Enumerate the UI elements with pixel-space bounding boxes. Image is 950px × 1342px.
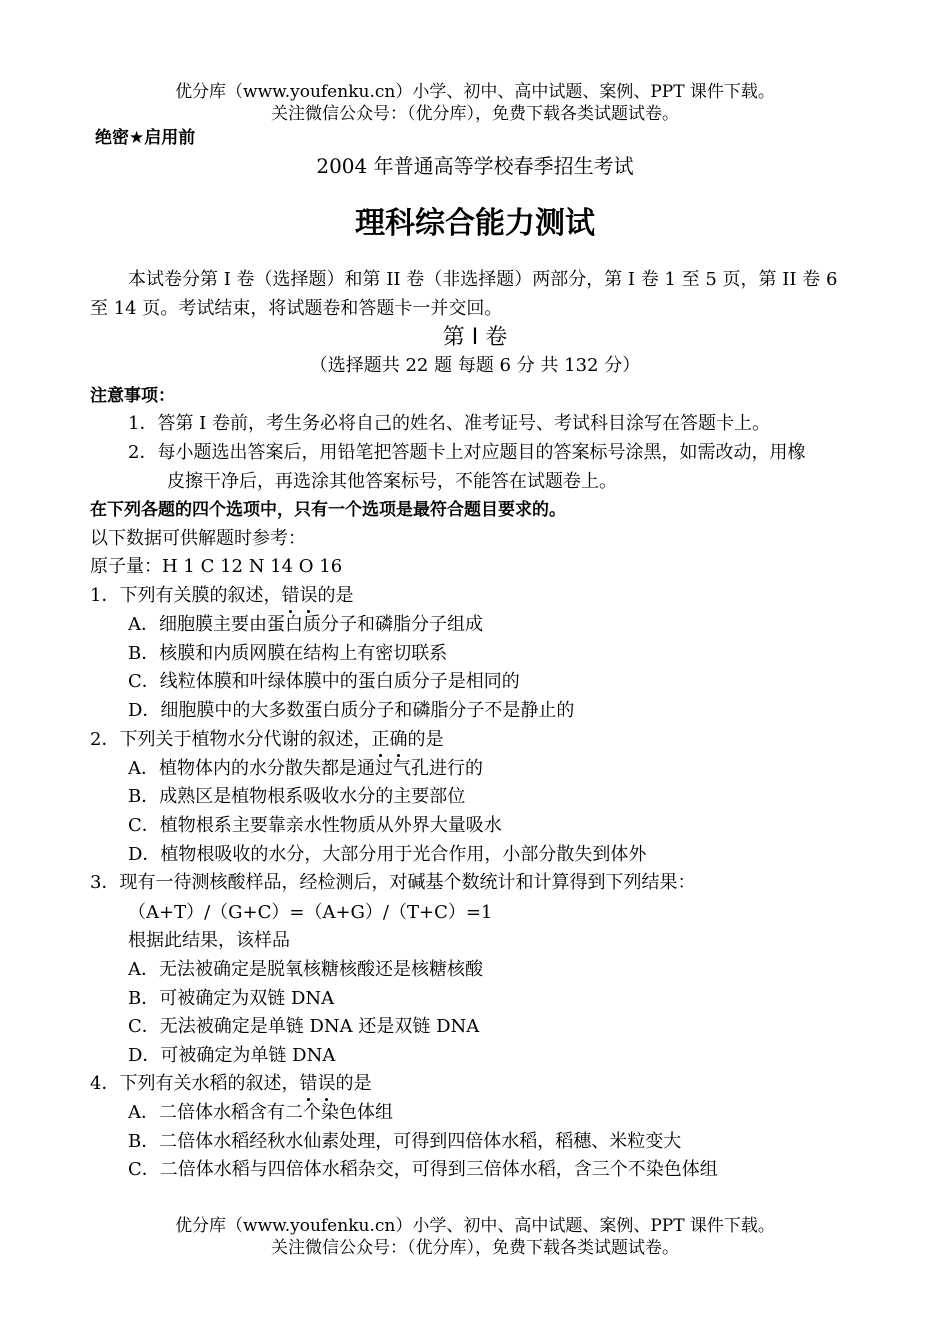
emphasis-dot: 误 [299,581,317,607]
question-3-formula: （A+T）/（G+C）=（A+G）/（T+C）=1 [128,902,493,923]
question-1-option-d: D．细胞膜中的大多数蛋白质分子和磷脂分子不是静止的 [128,700,575,721]
notice-item-1: 1．答第 I 卷前，考生务必将自己的姓名、准考证号、考试科目涂写在答题卡上。 [128,413,771,434]
question-3-option-d: D．可被确定为单链 DNA [128,1045,336,1066]
part-title: 第 I 卷 [442,325,508,350]
part-subtitle: （选择题共 22 题 每题 6 分 共 132 分） [309,355,641,376]
secret-mark: 绝密★启用前 [95,128,196,148]
question-2-option-b: B．成熟区是植物根系吸收水分的主要部位 [128,786,466,807]
intro-line-2: 至 14 页。考试结束，将试题卷和答题卡一并交回。 [90,298,503,319]
question-4-option-b: B．二倍体水稻经秋水仙素处理，可得到四倍体水稻，稻穗、米粒变大 [128,1131,682,1152]
intro-line-1: 本试卷分第 I 卷（选择题）和第 II 卷（非选择题）两部分，第 I 卷 1 至 5 页，第 II 卷 6 [128,269,838,290]
test-title: 理科综合能力测试 [355,206,595,241]
question-2-stem: 2．下列关于植物水分代谢的叙述，正确的是 [90,725,443,751]
header-line-2: 关注微信公众号：（优分库），免费下载各类试题试卷。 [271,104,679,124]
notice-item-2-line-2: 皮擦干净后，再选涂其他答案标号，不能答在试题卷上。 [167,471,617,492]
question-3-lead: 根据此结果，该样品 [128,930,290,951]
question-1-option-b: B．核膜和内质网膜在结构上有密切联系 [128,643,448,664]
question-2-option-a: A．植物体内的水分散失都是通过气孔进行的 [128,758,483,779]
question-2-option-d: D．植物根吸收的水分，大部分用于光合作用，小部分散失到体外 [128,844,647,865]
emphasis-dot: 错 [299,1069,317,1095]
emphasis-dot: 确 [389,725,407,751]
reference-line-1: 以下数据可供解题时参考： [90,528,306,549]
instruction: 在下列各题的四个选项中，只有一个选项是最符合题目要求的。 [90,500,566,520]
emphasis-dot: 错 [281,581,299,607]
question-3-option-a: A．无法被确定是脱氧核糖核酸还是核糖核酸 [128,959,483,980]
question-3-option-c: C．无法被确定是单链 DNA 还是双链 DNA [128,1016,480,1037]
emphasis-dot: 正 [371,725,389,751]
emphasis-dot: 误 [317,1069,335,1095]
question-4-stem: 4．下列有关水稻的叙述，错误的是 [90,1069,371,1095]
question-1-option-c: C．线粒体膜和叶绿体膜中的蛋白质分子是相同的 [128,671,520,692]
reference-line-2: 原子量：H 1 C 12 N 14 O 16 [90,556,343,577]
footer-line-2: 关注微信公众号：（优分库），免费下载各类试题试卷。 [271,1238,679,1258]
footer-line-1: 优分库（www.youfenku.cn）小学、初中、高中试题、案例、PPT 课件下载。 [175,1216,775,1236]
question-4-option-a: A．二倍体水稻含有二个染色体组 [128,1102,393,1123]
question-4-option-c: C．二倍体水稻与四倍体水稻杂交，可得到三倍体水稻，含三个不染色体组 [128,1159,718,1180]
notice-item-2-line-1: 2．每小题选出答案后，用铅笔把答题卡上对应题目的答案标号涂黑，如需改动，用橡 [128,442,806,463]
question-3-option-b: B．可被确定为双链 DNA [128,988,335,1009]
question-2-option-c: C．植物根系主要靠亲水性物质从外界大量吸水 [128,815,502,836]
question-1-option-a: A．细胞膜主要由蛋白质分子和磷脂分子组成 [128,614,483,635]
question-3-stem: 3．现有一待测核酸样品，经检测后，对碱基个数统计和计算得到下列结果： [90,872,696,893]
notice-heading: 注意事项： [90,386,175,406]
exam-name: 2004 年普通高等学校春季招生考试 [316,154,634,178]
question-1-stem: 1．下列有关膜的叙述，错误的是 [90,581,353,607]
header-line-1: 优分库（www.youfenku.cn）小学、初中、高中试题、案例、PPT 课件下载。 [175,82,775,102]
